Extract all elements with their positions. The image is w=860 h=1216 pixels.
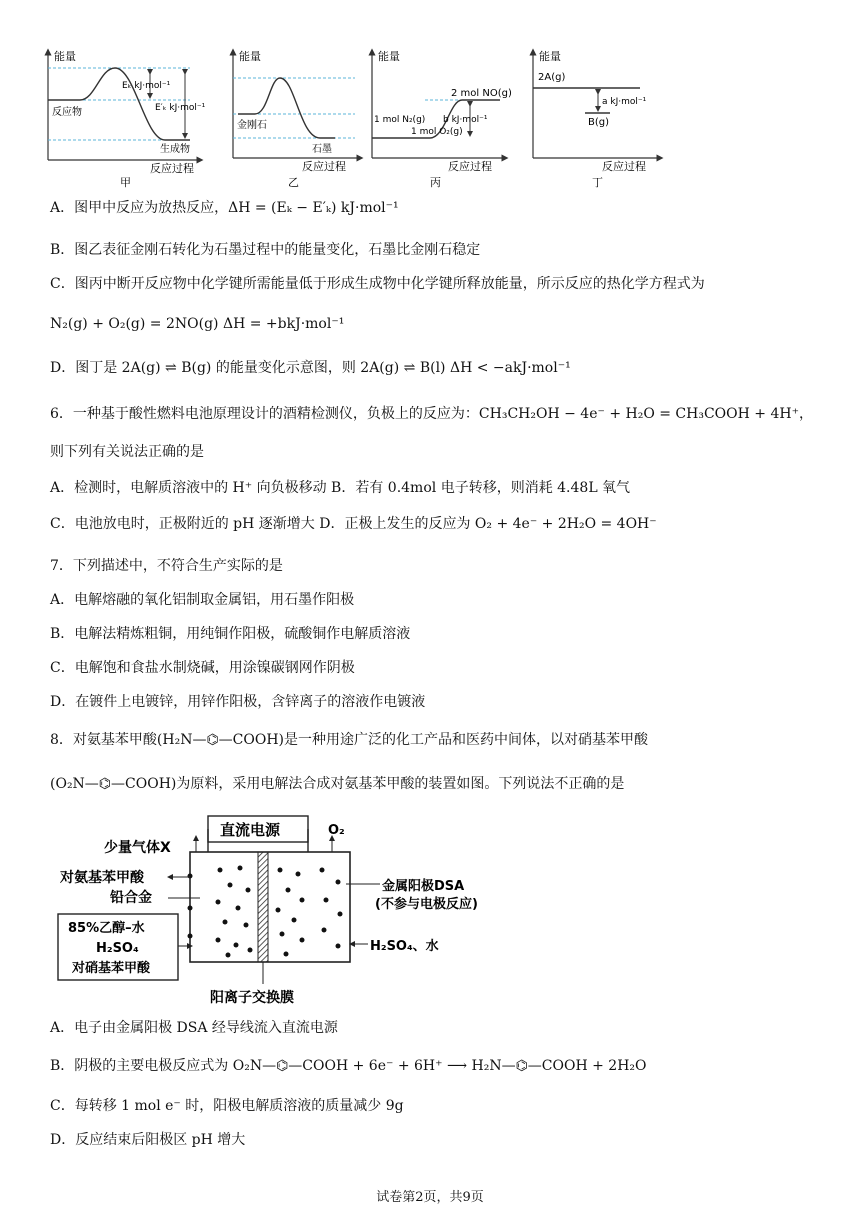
axis-y-label: 能量 — [54, 50, 76, 63]
feed-line1: 85%乙醇–水 — [68, 921, 145, 936]
option-7c: C．电解饱和食盐水制烧碱，用涂镍碳钢网作阴极 — [50, 660, 355, 676]
option-6ab: A．检测时，电解质溶液中的 H⁺ 向负极移动 B．若有 0.4mol 电子转移，则消耗 4.48L 氧气 — [50, 480, 631, 496]
option-5a: A．图甲中反应为放热反应，ΔH = (Eₖ − E′ₖ) kJ·mol⁻¹ — [50, 200, 399, 216]
b-label: b kJ·mol⁻¹ — [443, 115, 488, 125]
feed-line2: H₂SO₄ — [96, 941, 139, 956]
gas-x-label: 少量气体X — [104, 840, 171, 856]
axis-x-label: 反应过程 — [448, 160, 492, 173]
question-8: 8．对氨基苯甲酸(H₂N—⌬—COOH)是一种用途广泛的化工产品和医药中间体，以对硝基苯甲酸 — [50, 732, 648, 748]
diamond-label: 金刚石 — [237, 120, 267, 131]
o2-output-label: O₂ — [328, 823, 345, 838]
product-output-label: 对氨基苯甲酸 — [60, 870, 144, 886]
axis-x-label: 反应过程 — [302, 160, 346, 173]
n2-label: 1 mol N₂(g) — [374, 115, 426, 125]
no-label: 2 mol NO(g) — [451, 88, 512, 99]
question-8-tail: (O₂N—⌬—COOH)为原料，采用电解法合成对氨基苯甲酸的装置如图。下列说法不正确的是 — [50, 776, 625, 792]
diagram-bing — [372, 49, 512, 189]
a2-label: 2A(g) — [538, 72, 566, 83]
axis-x-label: 反应过程 — [150, 162, 194, 175]
equation-5c: N₂(g) + O₂(g) = 2NO(g) ΔH = +bkJ·mol⁻¹ — [50, 316, 345, 332]
bg-label: B(g) — [588, 117, 610, 128]
feed-right-label: H₂SO₄、水 — [370, 939, 439, 954]
caption-jia: 甲 — [120, 176, 131, 189]
cathode-label: 铅合金 — [110, 890, 152, 906]
option-6cd: C．电池放电时，正极附近的 pH 逐渐增大 D．正极上发生的反应为 O₂ + 4e⁻ + 2H₂O = 4OH⁻ — [50, 516, 657, 532]
option-8a: A．电子由金属阳极 DSA 经导线流入直流电源 — [50, 1020, 338, 1036]
question-7: 7．下列描述中，不符合生产实际的是 — [50, 558, 283, 574]
anode-note: (不参与电极反应) — [375, 897, 478, 912]
a-label: a kJ·mol⁻¹ — [602, 97, 647, 107]
diagram-jia — [48, 49, 206, 189]
product-label: 生成物 — [160, 144, 190, 155]
diagram-yi — [233, 49, 360, 189]
graphite-label: 石墨 — [312, 144, 332, 155]
caption-yi: 乙 — [288, 176, 299, 189]
axis-x-label: 反应过程 — [602, 160, 646, 173]
power-label: 直流电源 — [220, 821, 281, 839]
anode-label: 金属阳极DSA — [382, 879, 465, 894]
ek2-label: E′ₖ kJ·mol⁻¹ — [155, 103, 206, 113]
option-8c: C．每转移 1 mol e⁻ 时，阳极电解质溶液的质量减少 9g — [50, 1098, 404, 1114]
question-6-tail: 则下列有关说法正确的是 — [50, 444, 204, 460]
axis-y-label: 能量 — [378, 50, 400, 63]
o2-label: 1 mol O₂(g) — [411, 127, 463, 137]
option-7d: D．在镀件上电镀锌，用锌作阳极，含锌离子的溶液作电镀液 — [50, 694, 426, 710]
electrolysis-apparatus — [50, 810, 570, 1010]
option-5c: C．图丙中断开反应物中化学键所需能量低于形成生成物中化学键所释放能量，所示反应的热化学方程式为 — [50, 276, 705, 292]
option-5d: D．图丁是 2A(g) ⇌ B(g) 的能量变化示意图，则 2A(g) ⇌ B(l) ΔH < −akJ·mol⁻¹ — [50, 360, 571, 376]
ek-label: Eₖ kJ·mol⁻¹ — [122, 81, 171, 91]
caption-bing: 丙 — [430, 176, 441, 189]
axis-y-label: 能量 — [539, 50, 561, 63]
option-5b: B．图乙表征金刚石转化为石墨过程中的能量变化，石墨比金刚石稳定 — [50, 242, 481, 258]
reactant-label: 反应物 — [52, 107, 82, 118]
option-8d: D．反应结束后阳极区 pH 增大 — [50, 1132, 246, 1148]
option-8b: B．阴极的主要电极反应式为 O₂N—⌬—COOH + 6e⁻ + 6H⁺ ⟶ H₂N—⌬—COOH + 2H₂O — [50, 1058, 647, 1074]
option-7b: B．电解法精炼粗铜，用纯铜作阳极，硫酸铜作电解质溶液 — [50, 626, 411, 642]
caption-ding: 丁 — [592, 176, 603, 189]
page-footer: 试卷第2页，共9页 — [376, 1190, 484, 1205]
energy-diagrams — [0, 0, 860, 190]
diagram-ding — [533, 49, 660, 189]
axis-y-label: 能量 — [239, 50, 261, 63]
feed-line3: 对硝基苯甲酸 — [72, 961, 151, 976]
question-6: 6．一种基于酸性燃料电池原理设计的酒精检测仪，负极上的反应为：CH₃CH₂OH − 4e⁻ + H₂O = CH₃COOH + 4H⁺， — [50, 406, 813, 422]
option-7a: A．电解熔融的氧化铝制取金属铝，用石墨作阳极 — [50, 592, 355, 608]
membrane-label: 阳离子交换膜 — [210, 990, 294, 1006]
